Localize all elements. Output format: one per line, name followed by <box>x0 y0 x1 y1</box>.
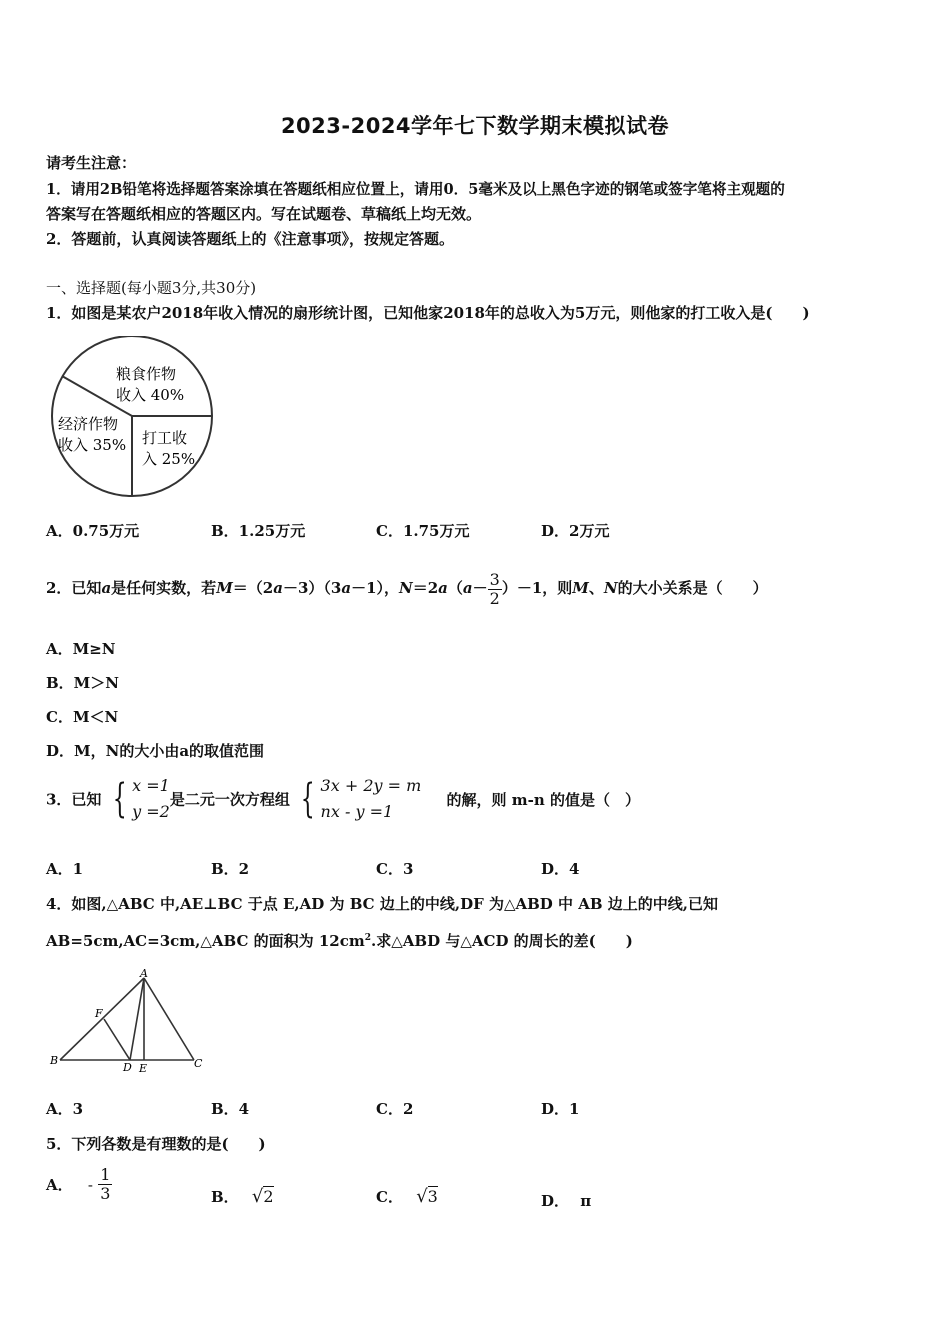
slice-work-label-2: 入 25% <box>142 450 196 468</box>
q4-superscript: 2 <box>364 933 372 943</box>
slice-work-label-1: 打工收 <box>142 429 188 447</box>
q3-option-b[interactable]: B．2 <box>211 860 250 878</box>
label-c: C <box>194 1057 203 1070</box>
q2-option-c[interactable]: C．M＜N <box>46 708 119 726</box>
q3-brace-1: { <box>112 776 127 822</box>
q2-text: － <box>472 579 488 597</box>
q4-option-c[interactable]: C．2 <box>376 1100 414 1118</box>
q1-option-d[interactable]: D．2万元 <box>541 522 610 540</box>
q3-text: 3．已知 <box>46 790 102 809</box>
q2-fraction <box>488 571 502 608</box>
q5-option-c[interactable] <box>376 1186 438 1207</box>
label-f: F <box>95 1007 103 1020</box>
q3-option-a[interactable]: A．1 <box>46 860 84 878</box>
q4-text: AB=5cm,AC=3cm,△ABC 的面积为 12cm <box>46 932 365 950</box>
slice-cash-label-2: 收入 35% <box>58 436 127 454</box>
slice-grain-label-1: 粮食作物 <box>116 365 177 383</box>
option-prefix: C． <box>376 1188 403 1206</box>
segment-df <box>104 1019 130 1060</box>
q4-option-b[interactable]: B．4 <box>211 1100 250 1118</box>
q2-var-n: N <box>399 579 413 597</box>
q5-fraction <box>98 1166 112 1203</box>
q2-text: 2．已知 <box>46 579 102 597</box>
q3-option-c[interactable]: C．3 <box>376 860 414 878</box>
q2-var-n: N <box>603 579 618 597</box>
q2-var-a: a <box>273 579 283 597</box>
label-e: E <box>139 1062 148 1075</box>
question-4-line-1: 4．如图,△ABC 中,AE⊥BC 于点 E,AD 为 BC 边上的中线,DF 为△ABD 中 AB 边上的中线,已知 <box>46 895 719 913</box>
q2-option-d[interactable]: D．M，N的大小由a的取值范围 <box>46 742 265 760</box>
q2-var-a: a <box>462 579 473 597</box>
option-prefix: B． <box>211 1188 239 1206</box>
notice-heading: 请考生注意： <box>46 154 137 172</box>
slice-cash-label-1: 经济作物 <box>58 415 119 433</box>
section-heading: 一、选择题(每小题3分,共30分) <box>46 279 257 297</box>
question-1-stem: 1．如图是某农户2018年收入情况的扇形统计图，已知他家2018年的总收入为5万元，则他家的打工收入是( ) <box>46 304 810 322</box>
notice-line-2: 答案写在答题纸相应的答题区内。写在试题卷、草稿纸上均无效。 <box>46 205 482 223</box>
q3-text: 的解，则 m-n 的值是（ ） <box>446 790 640 809</box>
q1-option-c[interactable]: C．1.75万元 <box>376 522 470 540</box>
q3-system-1 <box>132 773 170 825</box>
q5-option-d[interactable] <box>541 1190 591 1211</box>
option-prefix: A． <box>46 1176 73 1194</box>
q4-option-d[interactable]: D．1 <box>541 1100 580 1118</box>
q2-text: 、 <box>588 579 604 597</box>
q2-var-m: M <box>572 579 589 597</box>
label-d: D <box>123 1061 132 1074</box>
label-a: A <box>140 967 148 980</box>
system-line: x =1 <box>132 776 170 795</box>
q2-text: －1）， <box>351 579 400 597</box>
q2-var-a: a <box>341 579 352 597</box>
q1-option-b[interactable]: B．1.25万元 <box>211 522 306 540</box>
sqrt-icon: √ <box>251 1186 264 1207</box>
notice-line-3: 2．答题前，认真阅读答题纸上的《注意事项》，按规定答题。 <box>46 230 454 248</box>
q3-system-2 <box>321 773 422 825</box>
question-3-stem <box>46 773 640 829</box>
q2-text: ＝（2 <box>232 579 274 597</box>
fraction-numerator: 1 <box>100 1165 111 1184</box>
q4-text: .求△ABD 与△ACD 的周长的差( ) <box>371 932 633 950</box>
notice-line-1: 1．请用2B铅笔将选择题答案涂填在答题纸相应位置上，请用0．5毫米及以上黑色字迹的钢笔或签字笔将主观题的 <box>46 181 785 198</box>
q1-option-a[interactable]: A．0.75万元 <box>46 522 140 540</box>
system-line: 3x + 2y = m <box>320 776 422 795</box>
q3-option-d[interactable]: D．4 <box>541 860 580 878</box>
fraction-numerator: 3 <box>489 569 500 589</box>
q2-text: 的大小关系是（ ） <box>617 579 768 597</box>
q2-option-b[interactable]: B．M＞N <box>46 674 119 692</box>
radicand: 2 <box>263 1187 274 1206</box>
radicand: 3 <box>427 1187 438 1206</box>
q2-var-a: a <box>101 579 112 597</box>
slice-grain-label-2: 收入 40% <box>116 386 185 404</box>
question-5-stem: 5．下列各数是有理数的是( ) <box>46 1135 266 1153</box>
pi-value: π <box>580 1192 592 1210</box>
q2-text: （ <box>447 579 463 597</box>
q2-text: 是任何实数，若 <box>111 579 217 597</box>
q2-option-a[interactable]: A．M≥N <box>46 640 116 658</box>
label-b: B <box>50 1054 59 1067</box>
fraction-denominator: 2 <box>489 588 500 608</box>
q5-option-b[interactable] <box>211 1186 274 1207</box>
minus-sign: - <box>87 1175 93 1194</box>
sqrt-icon: √ <box>416 1186 428 1207</box>
question-4-line-2 <box>46 930 633 951</box>
system-line: nx - y =1 <box>320 802 394 821</box>
q3-text: 是二元一次方程组 <box>169 790 290 809</box>
segment-ac <box>144 978 194 1060</box>
q2-text: ）－1，则 <box>501 579 573 597</box>
system-line: y =2 <box>132 802 170 821</box>
q2-text: －3）（3 <box>282 579 342 597</box>
q4-option-a[interactable]: A．3 <box>46 1100 84 1118</box>
q3-brace-2: { <box>300 776 315 822</box>
q5-option-a[interactable] <box>46 1166 112 1212</box>
q2-var-a: a <box>438 579 448 597</box>
q2-text: ＝2 <box>412 579 439 597</box>
q4-triangle-figure <box>46 966 216 1081</box>
option-prefix: D． <box>541 1192 570 1210</box>
question-2-stem <box>46 558 768 618</box>
q2-var-m: M <box>216 579 233 597</box>
page-title: 2023-2024学年七下数学期末模拟试卷 <box>280 114 670 138</box>
fraction-denominator: 3 <box>100 1184 111 1203</box>
q1-pie-chart <box>46 336 221 501</box>
